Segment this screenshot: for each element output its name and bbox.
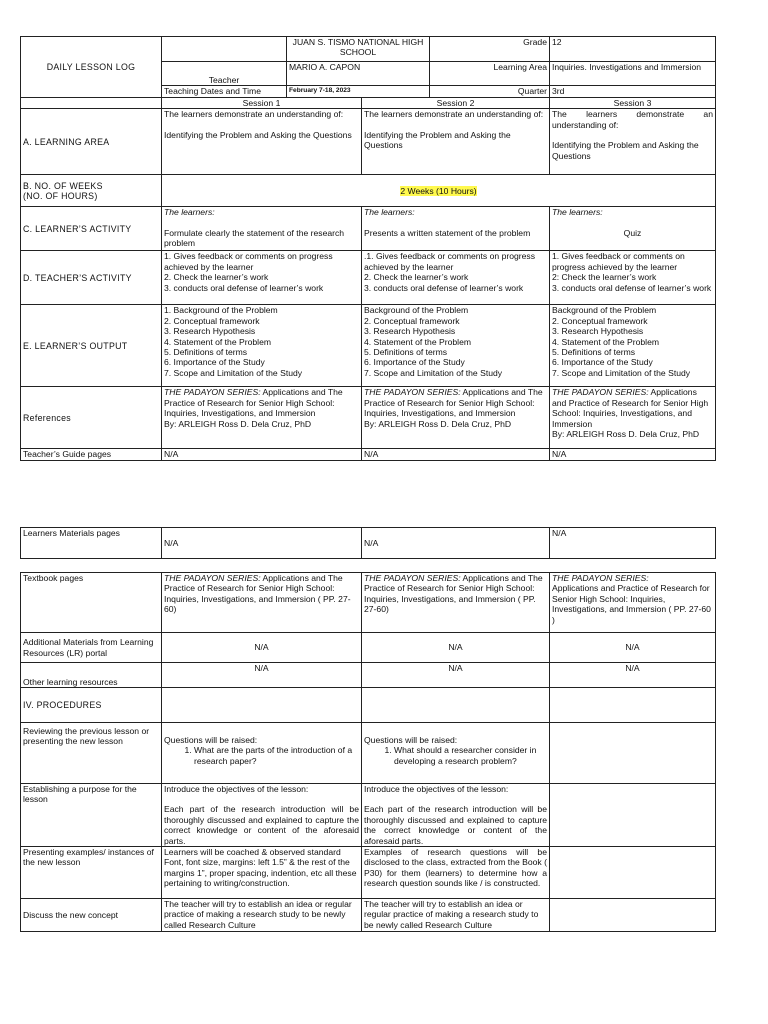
school-name: JUAN S. TISMO NATIONAL HIGH SCHOOL <box>287 37 430 62</box>
learning-area-s2: The learners demonstrate an understanding of: Identifying the Problem and Asking the Questions <box>362 109 550 175</box>
examples-label: Presenting examples/ instances of the new lesson <box>21 847 162 899</box>
other-s3: N/A <box>550 663 716 688</box>
textbook-label: Textbook pages <box>21 573 162 633</box>
procedures-table <box>20 572 716 932</box>
teacher-activity-label: D. TEACHER’S ACTIVITY <box>21 251 162 305</box>
learning-area-row-label: A. LEARNING AREA <box>21 109 162 175</box>
textbook-s2: THE PADAYON SERIES: Applications and The Practice of Research for Senior High School: Inquiries, Investigations, and Immersion ( PP. 27-60) <box>362 573 550 633</box>
teacher-activity-s2: .1. Gives feedback or comments on progress achieved by the learner 2. Check the learner’s work 3. conducts oral defense of learner’s work <box>362 251 550 305</box>
grade-value: 12 <box>550 37 716 62</box>
tg-pages-s3: N/A <box>550 449 716 460</box>
dates-label: Teaching Dates and Time <box>162 86 287 98</box>
references-label: References <box>21 387 162 449</box>
purpose-s1: Introduce the objectives of the lesson: Each part of the research introduction will be thoroughly discussed and explained to capture the correct knowledge or content of the aforesaid parts. <box>162 784 362 847</box>
learner-output-s2: Background of the Problem 2. Conceptual framework 3. Research Hypothesis 4. Statement of the Problem 5. Definitions of terms 6. Importance of the Study 7. Scope and Limitation of the Study <box>362 305 550 387</box>
lm-pages-s2: N/A <box>362 528 550 559</box>
learning-area-value: Inquiries. Investigations and Immersion <box>550 62 716 86</box>
reviewing-s1: Questions will be raised: 1. What are the parts of the introduction of a research paper? <box>162 723 362 784</box>
other-label: Other learning resources <box>21 663 162 688</box>
session-3-header: Session 3 <box>550 98 716 109</box>
quarter-label: Quarter <box>430 86 550 98</box>
discuss-s1: The teacher will try to establish an idea or regular practice of making a research study to be newly called Research Culture <box>162 899 362 932</box>
additional-s3: N/A <box>550 633 716 663</box>
lm-pages-s1: N/A <box>162 528 362 559</box>
textbook-s1: THE PADAYON SERIES: Applications and The Practice of Research for Senior High School: Inquiries, Investigations, and Immersion ( PP. 27-60) <box>162 573 362 633</box>
procedures-label: IV. PROCEDURES <box>21 688 162 723</box>
learners-materials-table <box>20 527 716 559</box>
additional-s1: N/A <box>162 633 362 663</box>
teacher-name: MARIO A. CAPON <box>287 62 430 86</box>
discuss-label: Discuss the new concept <box>21 899 162 932</box>
teacher-activity-s3: 1. Gives feedback or comments on progress achieved by the learner 2: Check the learner’s work 3. conducts oral defense of learner’s work <box>550 251 716 305</box>
learning-area-s1: The learners demonstrate an understanding of: Identifying the Problem and Asking the Questions <box>162 109 362 175</box>
additional-s2: N/A <box>362 633 550 663</box>
learner-activity-s1: The learners: Formulate clearly the statement of the research problem <box>162 207 362 251</box>
other-s2: N/A <box>362 663 550 688</box>
learner-activity-label: C. LEARNER’S ACTIVITY <box>21 207 162 251</box>
examples-s1: Learners will be coached & observed standard Font, font size, margins: left 1.5” & the rest of the margins 1”, proper spacing, indention, etc all these pertaining to writing/construction. <box>162 847 362 899</box>
learner-activity-s3: The learners: Quiz <box>550 207 716 251</box>
textbook-s3: THE PADAYON SERIES: Applications and Practice of Research for Senior High School: Inquiries, Investigations, and Immersion ( PP. 27-60 ) <box>550 573 716 633</box>
learner-output-s1: 1. Background of the Problem 2. Conceptual framework 3. Research Hypothesis 4. Statement of the Problem 5. Definitions of terms 6. Importance of the Study 7. Scope and Limitation of the Study <box>162 305 362 387</box>
session-1-header: Session 1 <box>162 98 362 109</box>
reviewing-label: Reviewing the previous lesson or presenting the new lesson <box>21 723 162 784</box>
lesson-log-body <box>20 97 716 461</box>
reviewing-s2: Questions will be raised: 1. What should a researcher consider in developing a research problem? <box>362 723 550 784</box>
references-s2: THE PADAYON SERIES: Applications and The Practice of Research for Senior High School: Inquiries, Investigations, and Immersion By: ARLEIGH Ross D. Dela Cruz, PhD <box>362 387 550 449</box>
tg-pages-s1: N/A <box>162 449 362 460</box>
weeks-value: 2 Weeks (10 Hours) <box>162 175 716 207</box>
discuss-s2: The teacher will try to establish an idea or regular practice of making a research study to be newly called Research Culture <box>362 899 550 932</box>
examples-s2: Examples of research questions will be disclosed to the class, extracted from the Book ( P30) for them (learners) to determine how a research question sounds like / is constructed. <box>362 847 550 899</box>
purpose-label: Establishing a purpose for the lesson <box>21 784 162 847</box>
weeks-row-label: B. NO. OF WEEKS (NO. OF HOURS) <box>21 175 162 207</box>
learner-activity-s2: The learners: Presents a written statement of the problem <box>362 207 550 251</box>
lesson-log-main <box>20 36 716 98</box>
grade-label: Grade <box>430 37 550 62</box>
references-s1: THE PADAYON SERIES: Applications and The Practice of Research for Senior High School: Inquiries, Investigations, and Immersion By: ARLEIGH Ross D. Dela Cruz, PhD <box>162 387 362 449</box>
session-2-header: Session 2 <box>362 98 550 109</box>
tg-pages-s2: N/A <box>362 449 550 460</box>
learning-area-s3: The learners demonstrate an understanding of: Identifying the Problem and Asking the Questions <box>550 109 716 175</box>
log-title: DAILY LESSON LOG <box>21 37 162 98</box>
tg-pages-label: Teacher’s Guide pages <box>21 449 162 460</box>
other-s1: N/A <box>162 663 362 688</box>
learner-output-s3: Background of the Problem 2. Conceptual framework 3. Research Hypothesis 4. Statement of the Problem 5. Definitions of terms 6. Importance of the Study 7. Scope and Limitation of the Study <box>550 305 716 387</box>
additional-label: Additional Materials from Learning Resources (LR) portal <box>21 633 162 663</box>
learner-output-label: E. LEARNER’S OUTPUT <box>21 305 162 387</box>
references-s3: THE PADAYON SERIES: Applications and Practice of Research for Senior High School: Inquiries, Investigations, and Immersion By: ARLEIGH Ross D. Dela Cruz, PhD <box>550 387 716 449</box>
purpose-s2: Introduce the objectives of the lesson: Each part of the research introduction will be thoroughly discussed and explained to capture the correct knowledge or content of the aforesaid parts. <box>362 784 550 847</box>
lm-pages-s3: N/A <box>550 528 716 559</box>
teacher-activity-s1: 1. Gives feedback or comments on progress achieved by the learner 2. Check the learner’s work 3. conducts oral defense of learner’s work <box>162 251 362 305</box>
teacher-label: Teacher <box>208 74 240 85</box>
quarter-value: 3rd <box>550 86 716 98</box>
lm-pages-label: Learners Materials pages <box>21 528 162 559</box>
dates-value: February 7-18, 2023 <box>287 86 430 98</box>
learning-area-label: Learning Area <box>430 62 550 86</box>
